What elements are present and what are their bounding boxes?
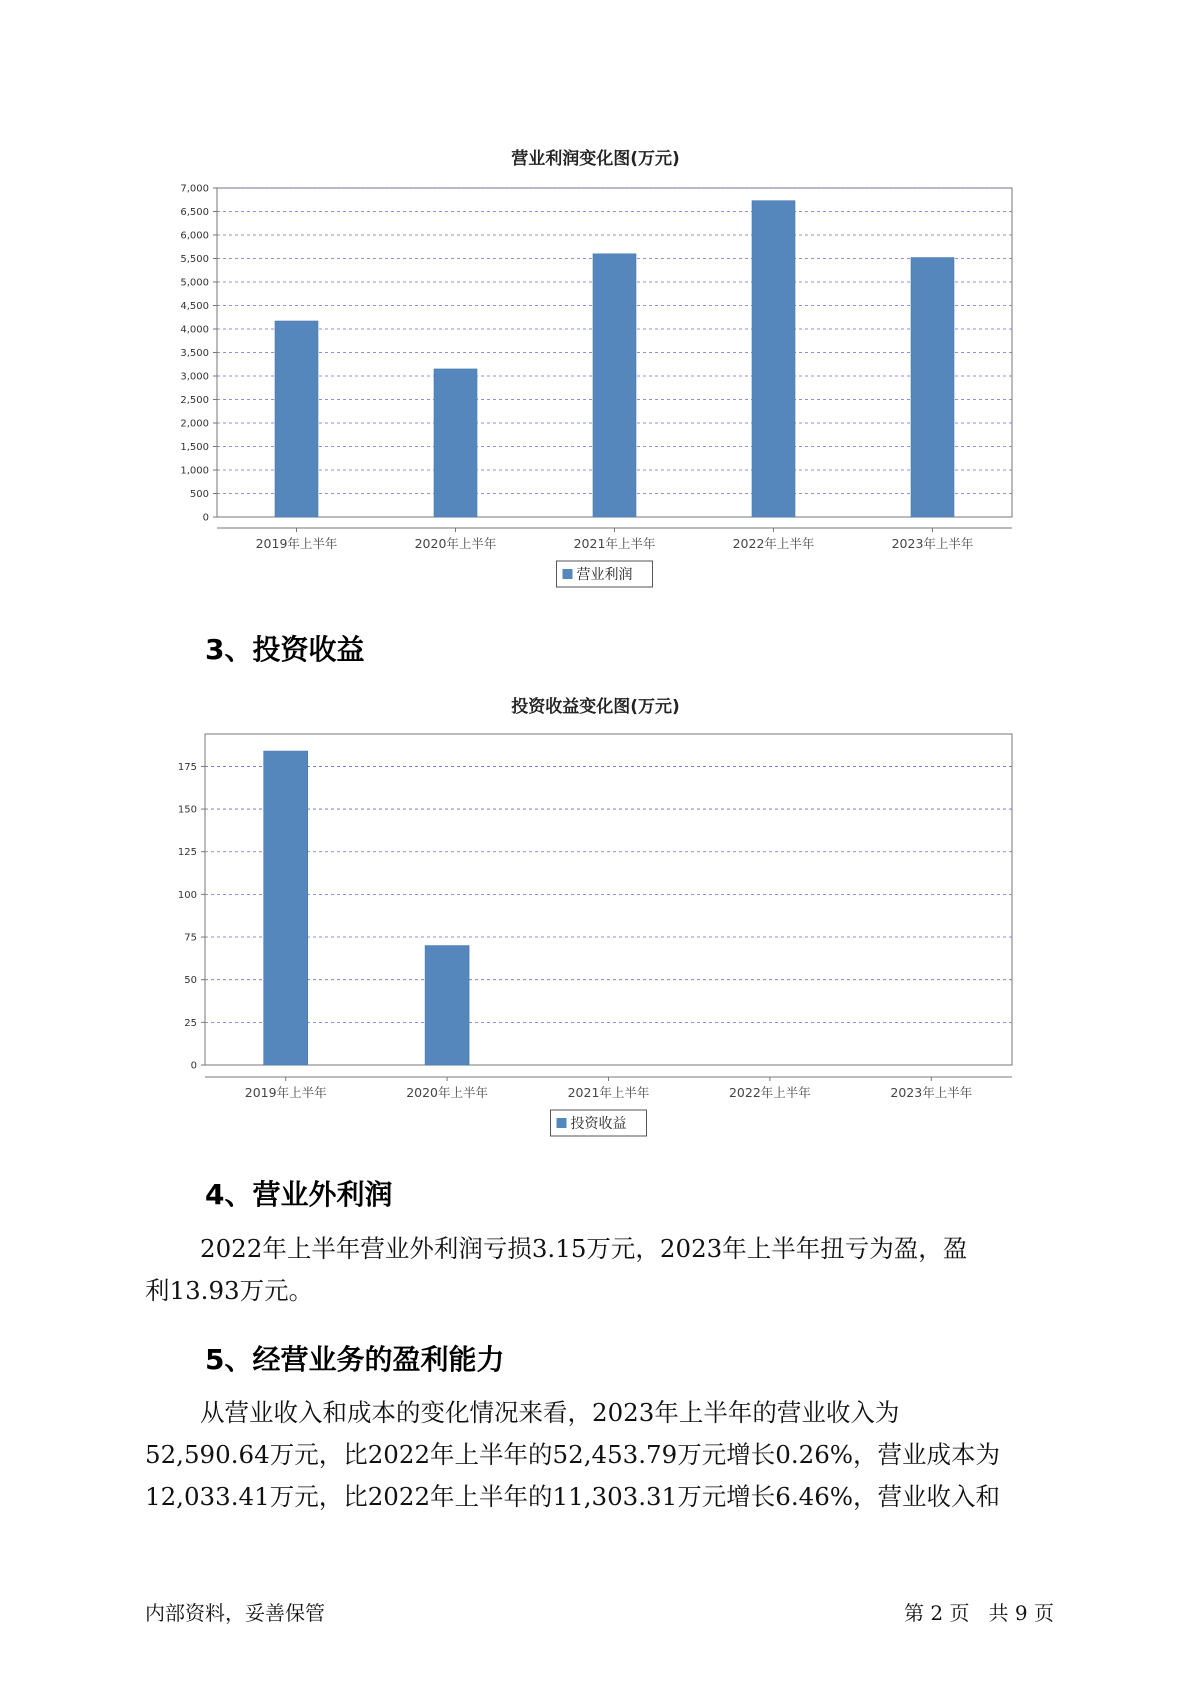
section-heading-profitability: 5、经营业务的盈利能力 bbox=[205, 1343, 505, 1376]
chart-title-operating-profit: 营业利润变化图(万元) bbox=[511, 149, 680, 169]
y-tick-label: 1,000 bbox=[180, 465, 209, 477]
x-tick-label: 2022年上半年 bbox=[728, 1085, 811, 1100]
legend-label: 营业利润 bbox=[576, 567, 633, 583]
footer-confidential-note: 内部资料，妥善保管 bbox=[145, 1601, 325, 1625]
x-tick-label: 2023年上半年 bbox=[891, 536, 974, 551]
y-tick-label: 100 bbox=[177, 889, 197, 901]
y-tick-label: 5,500 bbox=[180, 254, 209, 265]
bar bbox=[264, 751, 308, 1065]
legend-swatch bbox=[557, 1118, 567, 1128]
y-tick-label: 2,500 bbox=[180, 395, 209, 406]
paragraph-line: 52,590.64万元，比2022年上半年的52,453.79万元增长0.26%，营业成本为 bbox=[145, 1440, 1001, 1469]
plot-area bbox=[205, 734, 1012, 1065]
y-tick-label: 4,000 bbox=[180, 324, 209, 336]
x-tick-label: 2021年上半年 bbox=[573, 536, 656, 551]
y-tick-label: 3,000 bbox=[180, 371, 209, 383]
y-tick-label: 500 bbox=[189, 489, 209, 500]
bar bbox=[434, 369, 477, 517]
y-tick-label: 175 bbox=[177, 761, 197, 773]
bar bbox=[593, 254, 636, 517]
x-tick-label: 2021年上半年 bbox=[567, 1085, 650, 1100]
y-tick-label: 6,000 bbox=[180, 230, 209, 242]
footer-page-number: 第 2 页 共 9 页 bbox=[904, 1601, 1054, 1625]
bar bbox=[752, 201, 795, 517]
y-tick-label: 2,000 bbox=[180, 418, 209, 430]
x-tick-label: 2019年上半年 bbox=[244, 1085, 327, 1100]
legend bbox=[551, 1110, 647, 1136]
bar bbox=[911, 258, 954, 517]
bar bbox=[425, 946, 469, 1065]
x-tick-label: 2023年上半年 bbox=[890, 1085, 973, 1100]
x-tick-label: 2020年上半年 bbox=[406, 1085, 489, 1100]
y-tick-label: 25 bbox=[184, 1017, 197, 1029]
legend bbox=[557, 561, 653, 587]
x-tick-label: 2019年上半年 bbox=[255, 536, 338, 551]
x-tick-label: 2020年上半年 bbox=[414, 536, 497, 551]
bar bbox=[275, 321, 318, 517]
y-tick-label: 0 bbox=[190, 1060, 197, 1072]
paragraph-non-operating-profit bbox=[145, 1228, 1055, 1312]
y-tick-label: 75 bbox=[184, 932, 197, 944]
y-tick-label: 5,000 bbox=[180, 277, 209, 289]
paragraph-line: 利13.93万元。 bbox=[145, 1276, 314, 1305]
section-heading-non-operating-profit: 4、营业外利润 bbox=[205, 1178, 393, 1211]
paragraph-line: 从营业收入和成本的变化情况来看，2023年上半年的营业收入为 bbox=[200, 1398, 900, 1427]
paragraph-profitability bbox=[145, 1392, 1055, 1518]
y-tick-label: 50 bbox=[184, 975, 197, 987]
paragraph-line: 12,033.41万元，比2022年上半年的11,303.31万元增长6.46%，营业收入和 bbox=[145, 1482, 1001, 1511]
investment-income-chart bbox=[0, 710, 1191, 1140]
legend-label: 投资收益 bbox=[570, 1116, 627, 1132]
y-tick-label: 6,500 bbox=[180, 207, 209, 218]
y-tick-label: 4,500 bbox=[180, 301, 209, 312]
legend-swatch bbox=[563, 569, 573, 579]
chart-title-investment-income: 投资收益变化图(万元) bbox=[511, 697, 680, 717]
paragraph-line: 2022年上半年营业外利润亏损3.15万元，2023年上半年扭亏为盈，盈 bbox=[200, 1234, 968, 1263]
y-tick-label: 1,500 bbox=[180, 442, 209, 453]
y-tick-label: 150 bbox=[177, 804, 197, 816]
y-tick-label: 3,500 bbox=[180, 348, 209, 359]
operating-profit-chart bbox=[0, 160, 1191, 640]
y-tick-label: 7,000 bbox=[180, 183, 209, 195]
y-tick-label: 125 bbox=[177, 847, 197, 859]
x-tick-label: 2022年上半年 bbox=[732, 536, 815, 551]
section-heading-investment-income: 3、投资收益 bbox=[205, 633, 365, 666]
y-tick-label: 0 bbox=[202, 512, 209, 524]
